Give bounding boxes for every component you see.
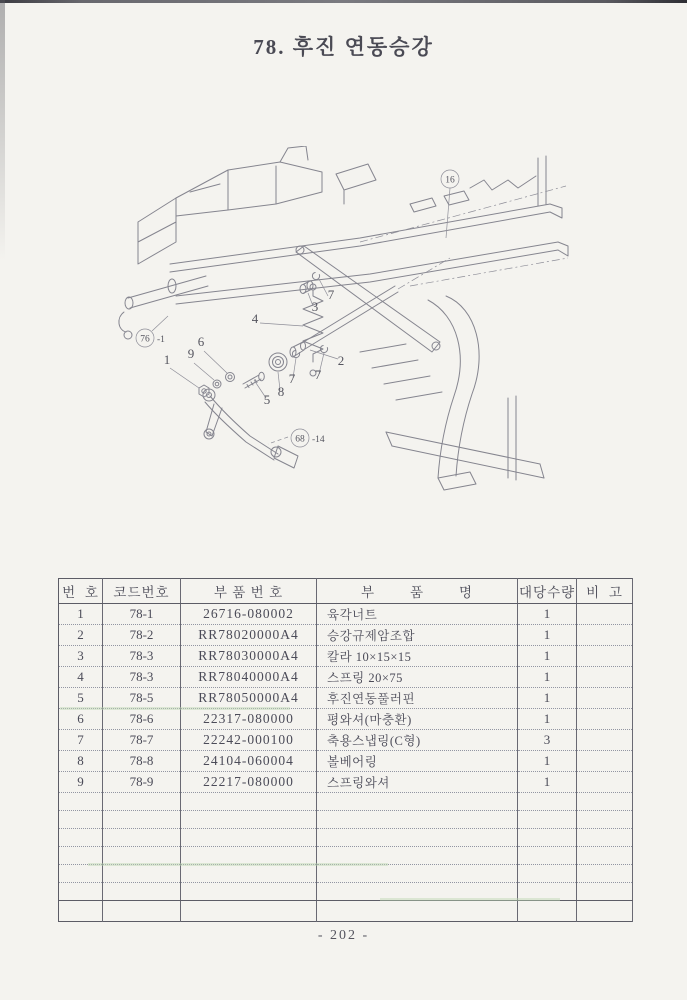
machine-frame-lines [138,146,546,264]
callout-number: 7 [288,371,296,386]
table-cell [317,901,518,922]
table-cell [317,829,518,847]
table-cell: 육각너트 [317,604,518,625]
pin-rod-part [290,286,398,357]
column-header: 코드번호 [103,579,181,604]
table-cell [518,847,577,865]
table-cell [577,793,633,811]
table-cell [577,829,633,847]
table-cell [59,901,103,922]
table-cell: 후진연동풀러핀 [317,688,518,709]
table-cell [577,688,633,709]
table-cell: 9 [59,772,103,793]
table-cell: 1 [518,709,577,730]
table-cell [181,793,317,811]
table-cell: 1 [518,646,577,667]
callout-number: 4 [251,311,259,326]
callout-label: 16 [445,175,455,186]
empty-table-row [59,793,633,811]
empty-table-row [59,883,633,901]
table-cell: 축용스냅링(C형) [317,730,518,751]
table-cell: 78-2 [103,625,181,646]
frame-rails [170,204,568,304]
column-header: 대당수량 [518,579,577,604]
table-cell [181,811,317,829]
callout-number: 5 [263,392,271,407]
table-cell [317,865,518,883]
table-cell: 1 [518,667,577,688]
table-row [59,604,633,625]
spring-part [303,284,323,376]
callout-number: 7 [327,287,335,302]
callout-number: 2 [337,353,345,368]
table-cell [577,865,633,883]
table-cell [103,847,181,865]
table-cell: 78-3 [103,667,181,688]
table-cell: 78-9 [103,772,181,793]
table-cell [518,829,577,847]
table-row [59,751,633,772]
table-cell [59,865,103,883]
table-cell [103,829,181,847]
table-cell [103,883,181,901]
table-cell: 1 [518,625,577,646]
table-row [59,646,633,667]
table-cell: 평와셔(마충환) [317,709,518,730]
table-cell: 24104-060004 [181,751,317,772]
table-cell: 1 [518,604,577,625]
table-cell [317,883,518,901]
table-cell [103,793,181,811]
table-row [59,667,633,688]
table-cell: 4 [59,667,103,688]
table-cell: 78-6 [103,709,181,730]
callout-number: 9 [187,346,195,361]
table-cell [577,883,633,901]
table-cell: 22242-000100 [181,730,317,751]
table-row [59,688,633,709]
table-cell: 7 [59,730,103,751]
table-cell: 승강규제암조합 [317,625,518,646]
table-cell: 1 [518,772,577,793]
diagram-svg [110,146,575,498]
table-cell: RR78050000A4 [181,688,317,709]
callout-label: 68 [295,434,305,445]
leader-lines [152,188,450,444]
callout-number: 7 [314,367,322,382]
column-header: 부 품 번 호 [181,579,317,604]
callout-number: 8 [277,384,285,399]
table-cell: 5 [59,688,103,709]
table-cell [59,847,103,865]
table-cell: 2 [59,625,103,646]
empty-table-row [59,829,633,847]
table-cell: 1 [518,751,577,772]
table-cell [518,901,577,922]
table-cell: RR78040000A4 [181,667,317,688]
left-rod [119,276,208,339]
table-cell [577,847,633,865]
table-cell [59,883,103,901]
table-cell: 1 [59,604,103,625]
empty-table-row [59,811,633,829]
callout-suffix: -1 [157,335,165,345]
table-cell [518,883,577,901]
exploded-parts-diagram [110,146,575,498]
table-cell: 78-3 [103,646,181,667]
table-cell [181,865,317,883]
table-cell [577,646,633,667]
empty-table-row [59,901,633,922]
table-cell: 26716-080002 [181,604,317,625]
table-row [59,709,633,730]
table-cell: 볼베어링 [317,751,518,772]
table-cell [59,829,103,847]
table-cell [577,811,633,829]
table-cell [518,865,577,883]
column-header: 부 품 명 [317,579,518,604]
table-row [59,772,633,793]
parts-table [58,578,633,922]
table-cell [181,829,317,847]
column-header: 번 호 [59,579,103,604]
diagram-callouts [136,170,459,447]
table-cell [59,811,103,829]
table-cell [577,625,633,646]
table-cell: 1 [518,688,577,709]
table-cell [518,793,577,811]
bell-crank-lever [203,389,298,468]
empty-table-row [59,847,633,865]
table-cell [317,811,518,829]
table-cell [518,811,577,829]
callout-number: 6 [197,334,205,349]
table-cell: 22217-080000 [181,772,317,793]
table-cell [103,811,181,829]
table-cell: 22317-080000 [181,709,317,730]
table-cell [577,709,633,730]
table-cell [577,667,633,688]
table-cell [577,772,633,793]
table-cell [577,901,633,922]
table-cell: 스프링와셔 [317,772,518,793]
table-cell: RR78020000A4 [181,625,317,646]
table-cell [181,901,317,922]
table-row [59,730,633,751]
table-cell [103,865,181,883]
table-cell [577,751,633,772]
table-cell [59,793,103,811]
table-cell: 78-7 [103,730,181,751]
table-cell [577,604,633,625]
table-cell [181,847,317,865]
column-header: 비 고 [577,579,633,604]
page-title: 78. 후진 연동승강 [253,35,434,59]
header-row [59,579,633,604]
scan-edge-artifact [0,0,687,3]
table-cell [317,847,518,865]
table-cell: 78-8 [103,751,181,772]
table-cell: 78-5 [103,688,181,709]
callout-number: 3 [311,299,319,314]
table-cell: 3 [59,646,103,667]
table-cell: 78-1 [103,604,181,625]
table-cell [103,901,181,922]
table-cell: 스프링 20×75 [317,667,518,688]
table-cell: 칼라 10×15×15 [317,646,518,667]
table-row [59,625,633,646]
table-cell: RR78030000A4 [181,646,317,667]
curved-bracket [360,296,544,490]
parts-table-body [59,604,633,922]
parts-table-header [59,579,633,604]
table-cell [317,793,518,811]
table-cell: 8 [59,751,103,772]
callout-suffix: -14 [312,435,325,445]
callout-number: 1 [163,352,171,367]
empty-table-row [59,865,633,883]
callout-label: 76 [140,334,150,345]
table-cell: 6 [59,709,103,730]
table-cell: 3 [518,730,577,751]
page-number: - 202 - [317,928,370,943]
table-cell [181,883,317,901]
table-cell [577,730,633,751]
